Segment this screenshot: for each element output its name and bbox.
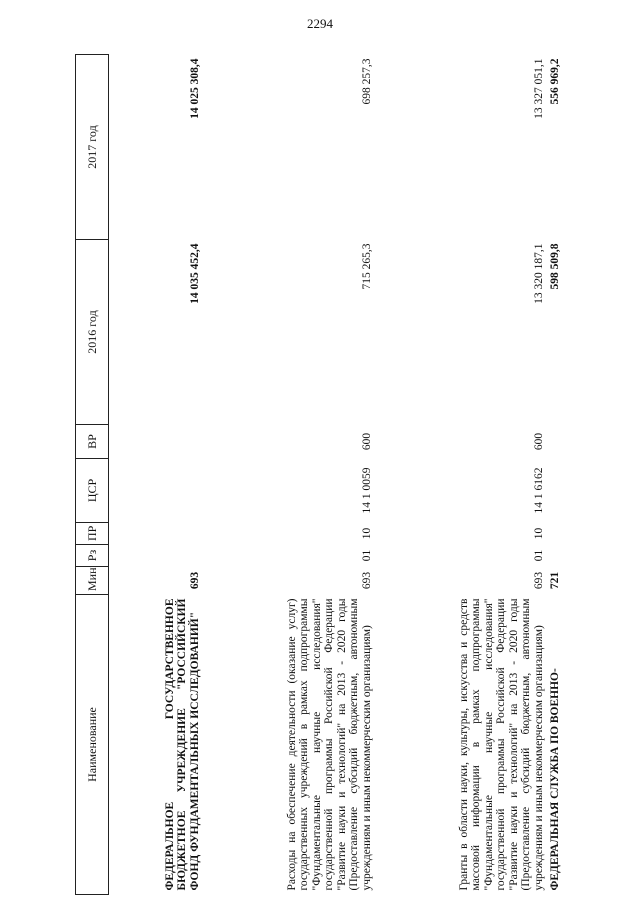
row-pr bbox=[547, 523, 581, 545]
row-vr: 600 bbox=[532, 432, 545, 451]
row-csr: 14 1 6162 bbox=[532, 467, 545, 514]
row-2016: 715 265,3 bbox=[360, 243, 373, 290]
row-min: 693 bbox=[532, 571, 545, 590]
header-rz: Рз bbox=[76, 545, 109, 567]
page-number: 2294 bbox=[307, 16, 333, 31]
table-row bbox=[547, 55, 581, 895]
row-vr bbox=[109, 425, 204, 459]
header-2017: 2017 год bbox=[76, 55, 109, 240]
row-csr: 14 1 0059 bbox=[360, 467, 373, 514]
row-rz: 01 bbox=[532, 549, 545, 562]
row-name: Расходы на обеспечение деятельности (оказание услуг) государственных учреждений в рамках подпрограммы "Фундаментальные научные исследования" государственной программы Российской Федерации "Развитие науки и технологий" на 2013 - 2020 годы (Предоставление субсидий бюджетным, автономным учреждениям и иным некоммерческим организациям) bbox=[285, 598, 373, 891]
row-name: Гранты в области науки, культуры, искусства и средств массовой информации в рамках подпрограммы "Фундаментальные научные исследования" государственной программы Российской Федерации "Развитие науки и технологий" на 2013 - 2020 годы (Предоставление субсидий бюджетным, автономным учреждениям и иным некоммерческим организациям) bbox=[457, 598, 545, 891]
row-min: 693 bbox=[360, 571, 373, 590]
row-rz bbox=[109, 545, 204, 567]
row-rz bbox=[547, 545, 581, 567]
table-row bbox=[375, 55, 547, 895]
rotated-page bbox=[75, 55, 605, 895]
table-header bbox=[76, 55, 109, 895]
row-2017: 698 257,3 bbox=[360, 58, 373, 105]
table-row bbox=[109, 55, 204, 895]
row-2016: 598 509,8 bbox=[549, 243, 561, 290]
header-2016: 2016 год bbox=[76, 240, 109, 425]
row-csr bbox=[109, 459, 204, 523]
header-pr: ПР bbox=[76, 523, 109, 545]
row-vr bbox=[547, 425, 581, 459]
row-2017: 13 327 051,1 bbox=[532, 58, 545, 119]
row-pr: 10 bbox=[360, 527, 373, 540]
row-name: ФЕДЕРАЛЬНАЯ СЛУЖБА ПО ВОЕННО- bbox=[549, 668, 561, 891]
row-pr bbox=[109, 523, 204, 545]
header-vr: ВР bbox=[76, 425, 109, 459]
row-pr: 10 bbox=[532, 527, 545, 540]
row-2016: 14 035 452,4 bbox=[188, 243, 201, 304]
row-rz: 01 bbox=[360, 549, 373, 562]
row-vr: 600 bbox=[360, 432, 373, 451]
row-name: ФЕДЕРАЛЬНОЕ ГОСУДАРСТВЕННОЕ БЮДЖЕТНОЕ УЧРЕЖДЕНИЕ "РОССИЙСКИЙ ФОНД ФУНДАМЕНТАЛЬНЫХ ИССЛЕДОВАНИЙ" bbox=[163, 598, 201, 891]
header-min: Мин bbox=[76, 567, 109, 595]
row-csr bbox=[547, 459, 581, 523]
row-2017: 14 025 308,4 bbox=[188, 58, 201, 119]
row-2016: 13 320 187,1 bbox=[532, 243, 545, 304]
row-min: 693 bbox=[188, 571, 201, 590]
row-min: 721 bbox=[549, 571, 561, 590]
header-csr: ЦСР bbox=[76, 459, 109, 523]
header-name: Наименование bbox=[76, 595, 109, 895]
budget-table bbox=[75, 54, 581, 895]
row-2017: 556 969,2 bbox=[549, 58, 561, 105]
table-row bbox=[203, 55, 375, 895]
